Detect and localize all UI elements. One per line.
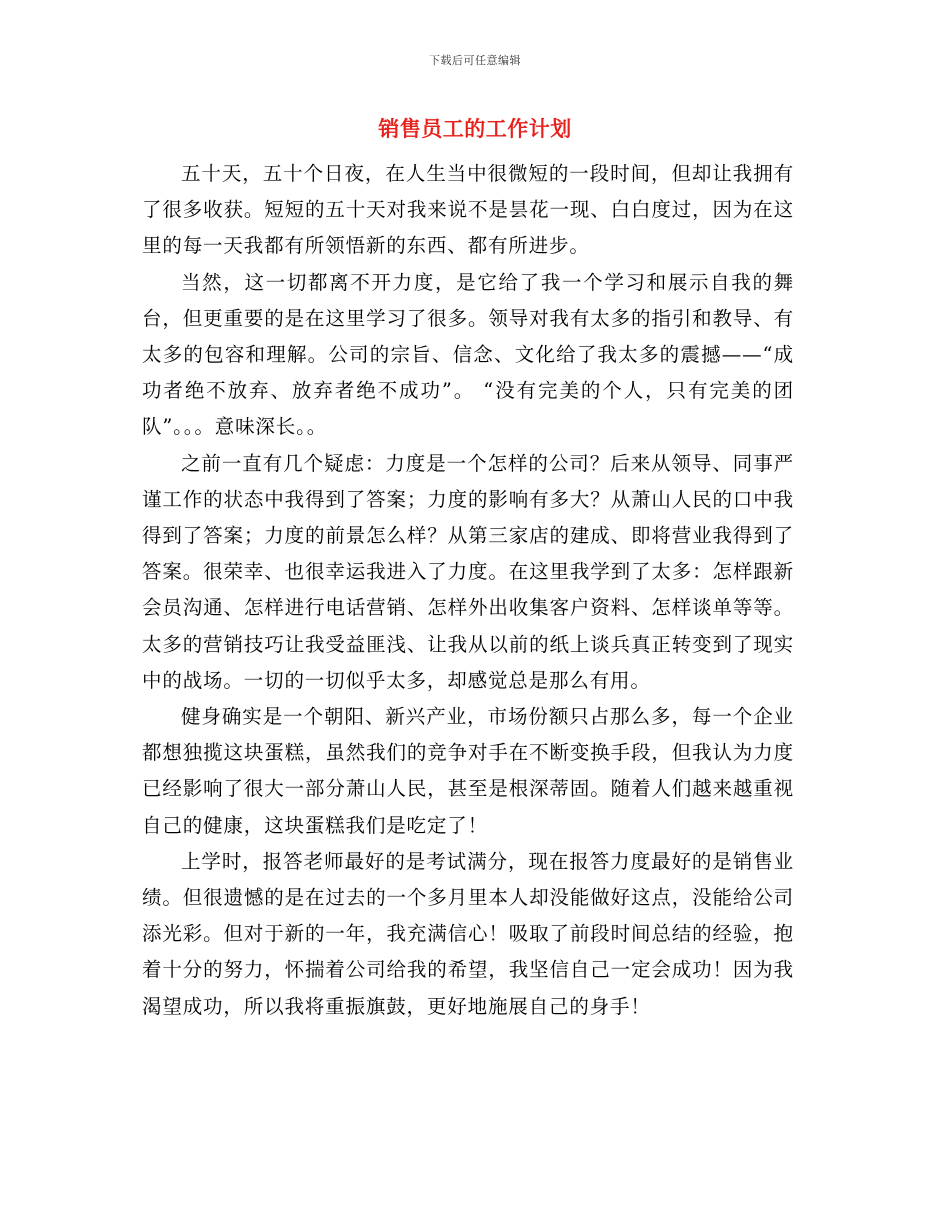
page-header-note: 下载后可任意编辑 (429, 54, 521, 67)
document-body (142, 156, 794, 1025)
paragraph-4: 健身确实是一个朝阳、新兴产业，市场份额只占那么多，每一个企业都想独揽这块蛋糕，虽然我们的竞争对手在不断变换手段，但我认为力度已经影响了很大一部分萧山人民，甚至是根深蒂固。随着人们越来越重视自己的健康，这块蛋糕我们是吃定了！ (142, 705, 794, 837)
document-title: 销售员工的工作计划 (378, 116, 572, 141)
paragraph-5: 上学时，报答老师最好的是考试满分，现在报答力度最好的是销售业绩。但很遗憾的是在过去的一个多月里本人却没能做好这点，没能给公司添光彩。但对于新的一年，我充满信心！吸取了前段时间总结的经验，抱着十分的努力，怀揣着公司给我的希望，我坚信自己一定会成功！因为我渴望成功，所以我将重振旗鼓，更好地施展自己的身手！ (142, 849, 794, 1018)
paragraph-2: 当然，这一切都离不开力度，是它给了我一个学习和展示自我的舞台，但更重要的是在这里学习了很多。领导对我有太多的指引和教导、有太多的包容和理解。公司的宗旨、信念、文化给了我太多的震撼——“成功者绝不放弃、放弃者绝不成功”。 “没有完美的个人，只有完美的团队”。。。意味深长。。 (142, 270, 794, 439)
paragraph-3: 之前一直有几个疑虑：力度是一个怎样的公司？后来从领导、同事严谨工作的状态中我得到了答案；力度的影响有多大？从萧山人民的口中我得到了答案；力度的前景怎么样？从第三家店的建成、即将营业我得到了答案。很荣幸、也很幸运我进入了力度。在这里我学到了太多：怎样跟新会员沟通、怎样进行电话营销、怎样外出收集客户资料、怎样谈单等等。太多的营销技巧让我受益匪浅、让我从以前的纸上谈兵真正转变到了现实中的战场。一切的一切似乎太多，却感觉总是那么有用。 (142, 451, 794, 692)
paragraph-1: 五十天，五十个日夜，在人生当中很微短的一段时间，但却让我拥有了很多收获。短短的五十天对我来说不是昙花一现、白白度过，因为在这里的每一天我都有所领悟新的东西、都有所进步。 (142, 162, 794, 258)
